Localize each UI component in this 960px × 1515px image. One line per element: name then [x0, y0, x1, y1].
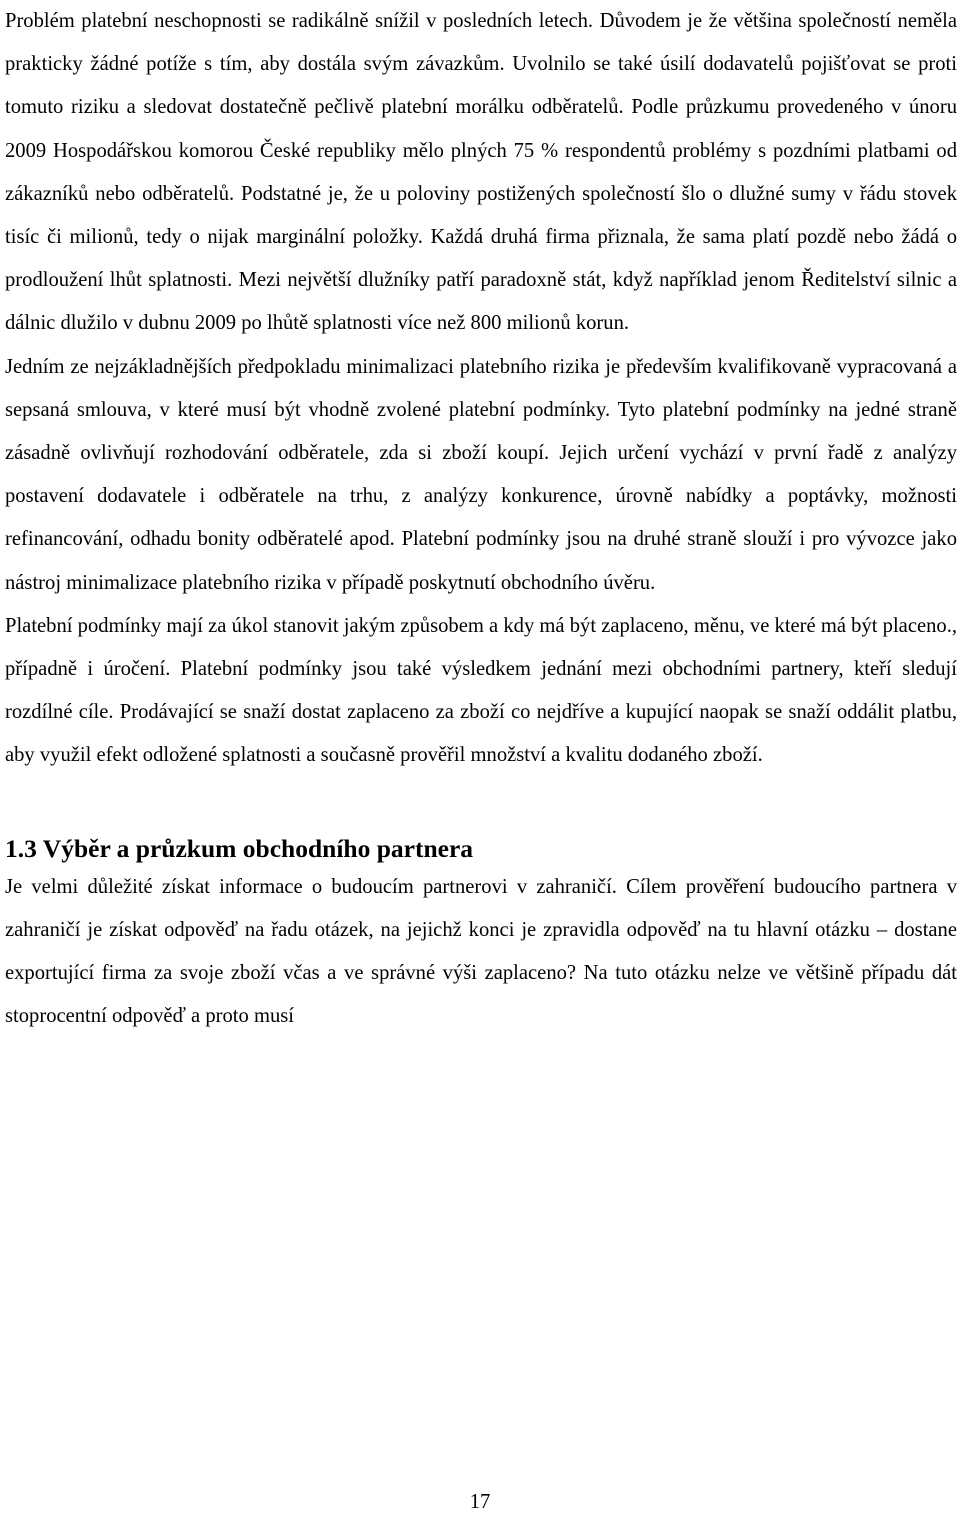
paragraph-payment-risk-contract: Jedním ze nejzákladnějších předpokladu minimalizaci platebního rizika je především kvalifikovaně vypracovaná a sepsaná smlouva, v které musí být vhodně zvolené platební podmínky. Tyto platební podmínky na jedné straně zásadně ovlivňují rozhodování odběratele, zda si zboží koupí. Jejich určení vychází v první řadě z analýzy postavení dodavatele i odběratele na trhu, z analýzy konkurence, úrovně nabídky a poptávky, možnosti refinancování, odhadu bonity odběratelé apod. Platební podmínky jsou na druhé straně slouží i pro vývozce jako nástroj minimalizace platebního rizika v případě poskytnutí obchodního úvěru. — [5, 355, 957, 594]
paragraph-partner-research: Je velmi důležité získat informace o budoucím partnerovi v zahraničí. Cílem prověření budoucího partnera v zahraničí je získat odpověď na řadu otázek, na jejichž konci je zpravidla odpověď na tu hlavní otázku – dostane exportující firma za svoje zboží včas a ve správné výši zaplaceno? Na tuto otázku nelze ve většině případu dát stoprocentní odpověď a proto musí — [5, 875, 957, 1028]
paragraph-payment-terms: Platební podmínky mají za úkol stanovit jakým způsobem a kdy má být zaplaceno, měnu, ve které má být placeno., případně i úročení. Platební podmínky jsou také výsledkem jednání mezi obchodními partnery, kteří sledují rozdílné cíle. Prodávající se snaží dostat zaplaceno za zboží co nejdříve a kupující naopak se snaží oddálit platbu, aby využil efekt odložené splatnosti a současně prověřil množství a kvalitu dodaného zboží. — [5, 614, 957, 767]
section-heading: 1.3 Výběr a průzkum obchodního partnera — [5, 833, 474, 863]
page-content — [5, 0, 957, 1038]
paragraph-payment-insolvency: Problém platební neschopnosti se radikálně snížil v posledních letech. Důvodem je že většina společností neměla prakticky žádné potíže s tím, aby dostála svým závazkům. Uvolnilo se také úsilí dodavatelů pojišťovat se proti tomuto riziku a sledovat dostatečně pečlivě platební morálku odběratelů. Podle průzkumu provedeného v únoru 2009 Hospodářskou komorou České republiky mělo plných 75 % respondentů problémy s pozdními platbami od zákazníků nebo odběratelů. Podstatné je, že u poloviny postižených společností šlo o dlužné sumy v řádu stovek tisíc či milionů, tedy o nijak marginální položky. Každá druhá firma přiznala, že sama platí pozdě nebo žádá o prodloužení lhůt splatnosti. Mezi největší dlužníky patří paradoxně stát, když například jenom Ředitelství silnic a dálnic dlužilo v dubnu 2009 po lhůtě splatnosti více než 800 milionů korun. — [5, 10, 957, 335]
page-number: 17 — [469, 1491, 491, 1513]
